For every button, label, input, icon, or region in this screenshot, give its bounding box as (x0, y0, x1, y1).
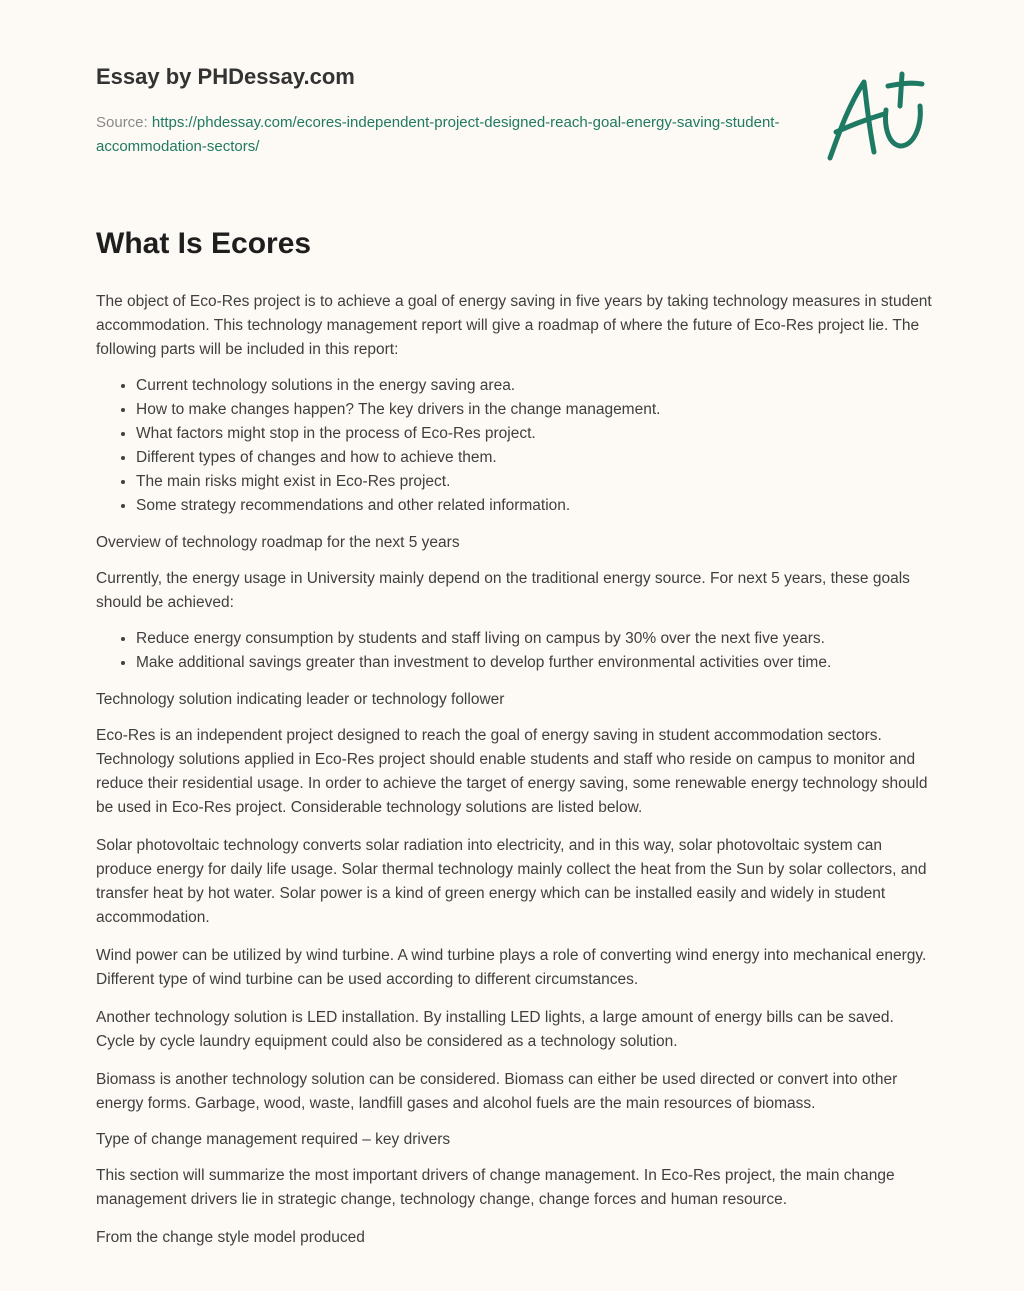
list-item: • Current technology solutions in the energy saving area. (136, 374, 936, 398)
list-item: • How to make changes happen? The key drivers in the change management. (136, 398, 936, 422)
currently-paragraph: Currently, the energy usage in University mainly depend on the traditional energy source. For next 5 years, these goals should be achieved: (96, 570, 910, 611)
list-item: • What factors might stop in the process of Eco-Res project. (136, 422, 936, 446)
list-item: • The main risks might exist in Eco-Res project. (136, 470, 936, 494)
site-brand: Essay by PHDessay.com (96, 64, 355, 89)
led-paragraph: Another technology solution is LED installation. By installing LED lights, a large amount of energy bills can be saved. Cycle by cycle laundry equipment could also be considered as a technology solution. (96, 1009, 894, 1050)
list-item: • Reduce energy consumption by students and staff living on campus by 30% over the next five years. (136, 627, 936, 651)
a-plus-logo-icon (818, 66, 930, 166)
biomass-paragraph: Biomass is another technology solution can be considered. Biomass can either be used directed or convert into other energy forms. Garbage, wood, waste, landfill gases and alcohol fuels are the main resources of biomass. (96, 1071, 898, 1112)
model-paragraph: From the change style model produced (96, 1229, 365, 1246)
intro-paragraph: The object of Eco-Res project is to achieve a goal of energy saving in five years by taking technology measures in student accommodation. This technology management report will give a roadmap of where the future of Eco-Res project lie. The following parts will be included in this report: (96, 293, 932, 358)
ecores-paragraph: Eco-Res is an independent project designed to reach the goal of energy saving in student accommodation sectors. Technology solutions applied in Eco-Res project should enable students and staff who reside on campus to monitor and reduce their residential usage. In order to achieve the target of energy saving, some renewable energy technology should be used in Eco-Res project. Considerable technology solutions are listed below. (96, 727, 928, 816)
list-item: • Different types of changes and how to achieve them. (136, 446, 936, 470)
section-heading-solution: Technology solution indicating leader or technology follower (96, 691, 505, 708)
article (96, 222, 936, 1262)
report-parts-list (96, 374, 936, 518)
source-link[interactable]: https://phdessay.com/ecores-independent-project-designed-reach-goal-energy-saving-student-accommodation-sectors/ (96, 114, 780, 155)
section-heading-change: Type of change management required – key drivers (96, 1131, 451, 1148)
list-item: • Make additional savings greater than investment to develop further environmental activities over time. (136, 651, 936, 675)
source-label: Source: (96, 114, 152, 131)
page-title: What Is Ecores (96, 227, 312, 260)
source-line (96, 111, 796, 159)
drivers-paragraph: This section will summarize the most important drivers of change management. In Eco-Res project, the main change management drivers lie in strategic change, technology change, change forces and human resource. (96, 1167, 895, 1208)
wind-paragraph: Wind power can be utilized by wind turbine. A wind turbine plays a role of converting wind energy into mechanical energy. Different type of wind turbine can be used according to different circumstances. (96, 947, 927, 988)
goals-list (96, 627, 936, 675)
solar-paragraph: Solar photovoltaic technology converts solar radiation into electricity, and in this way, solar photovoltaic system can produce energy for daily life usage. Solar thermal technology mainly collect the heat from the Sun by solar collectors, and transfer heat by hot water. Solar power is a kind of green energy which can be installed easily and widely in student accommodation. (96, 837, 927, 926)
list-item: • Some strategy recommendations and other related information. (136, 494, 936, 518)
section-heading-overview: Overview of technology roadmap for the next 5 years (96, 534, 460, 551)
